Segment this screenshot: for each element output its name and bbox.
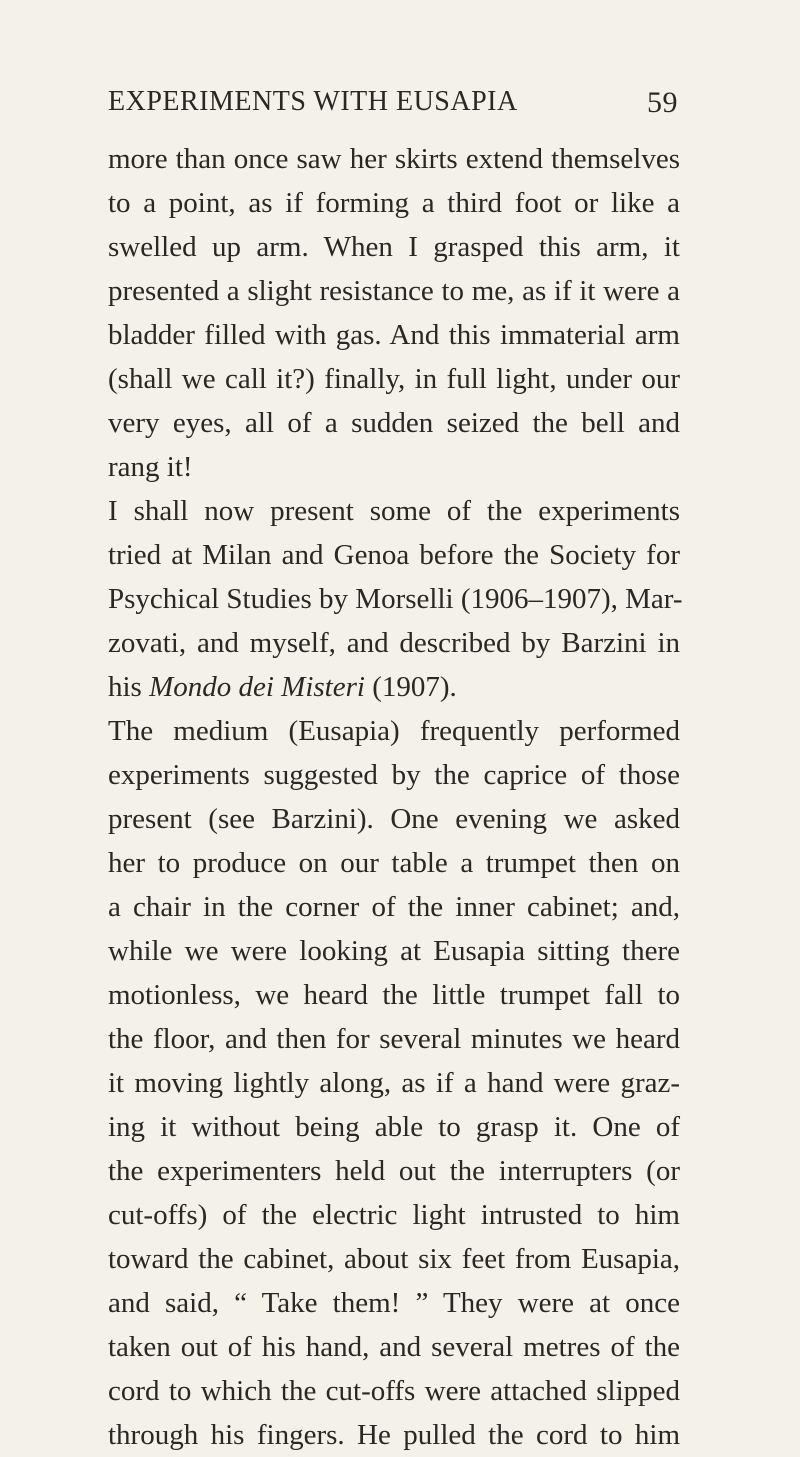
text-line: The medium (Eusapia) frequently performed bbox=[108, 715, 680, 747]
running-title: EXPERIMENTS WITH EUSAPIA bbox=[108, 86, 518, 117]
text-line: I shall now present some of the experiments bbox=[108, 495, 680, 527]
text-line: ing it without being able to grasp it. One of bbox=[108, 1111, 680, 1143]
text-segment: his bbox=[108, 671, 150, 703]
text-line: motionless, we heard the little trumpet fall to bbox=[108, 979, 680, 1011]
text-line: rang it! bbox=[108, 451, 193, 483]
text-line: (shall we call it?) finally, in full light, under our bbox=[108, 363, 680, 395]
text-line: swelled up arm. When I grasped this arm, it bbox=[108, 231, 680, 263]
text-line: cut-offs) of the electric light intrusted to him bbox=[108, 1199, 680, 1231]
running-head bbox=[108, 86, 678, 126]
text-line: cord to which the cut-offs were attached slipped bbox=[108, 1375, 680, 1407]
text-line: present (see Barzini). One evening we asked bbox=[108, 803, 680, 835]
text-line: presented a slight resistance to me, as if it were a bbox=[108, 275, 680, 307]
text-line: a chair in the corner of the inner cabinet; and, bbox=[108, 891, 680, 923]
body-text bbox=[108, 137, 683, 1457]
book-title-italic: Mondo dei Misteri bbox=[149, 671, 365, 703]
text-line: it moving lightly along, as if a hand were graz- bbox=[108, 1067, 680, 1099]
text-line: to a point, as if forming a third foot or like a bbox=[108, 187, 680, 219]
text-line: through his fingers. He pulled the cord to him bbox=[108, 1419, 680, 1451]
text-line: bladder filled with gas. And this immaterial arm bbox=[108, 319, 680, 351]
text-segment: (1907). bbox=[364, 671, 457, 703]
text-line: Psychical Studies by Morselli (1906–1907), Mar- bbox=[108, 583, 683, 615]
text-line: the floor, and then for several minutes we heard bbox=[108, 1023, 680, 1055]
text-line: the experimenters held out the interrupters (or bbox=[108, 1155, 680, 1187]
text-line: experiments suggested by the caprice of those bbox=[108, 759, 680, 791]
text-line bbox=[108, 665, 680, 709]
text-line: and said, “ Take them! ” They were at once bbox=[108, 1287, 680, 1319]
text-line: toward the cabinet, about six feet from Eusapia, bbox=[108, 1243, 680, 1275]
text-line: zovati, and myself, and described by Barzini in bbox=[108, 627, 680, 659]
text-line: very eyes, all of a sudden seized the bell and bbox=[108, 407, 680, 439]
text-line: her to produce on our table a trumpet then on bbox=[108, 847, 680, 879]
text-line: taken out of his hand, and several metres of the bbox=[108, 1331, 680, 1363]
page-number: 59 bbox=[647, 86, 678, 119]
text-line: while we were looking at Eusapia sitting there bbox=[108, 935, 680, 967]
text-line: more than once saw her skirts extend themselves bbox=[108, 143, 680, 175]
text-line: tried at Milan and Genoa before the Society for bbox=[108, 539, 680, 571]
